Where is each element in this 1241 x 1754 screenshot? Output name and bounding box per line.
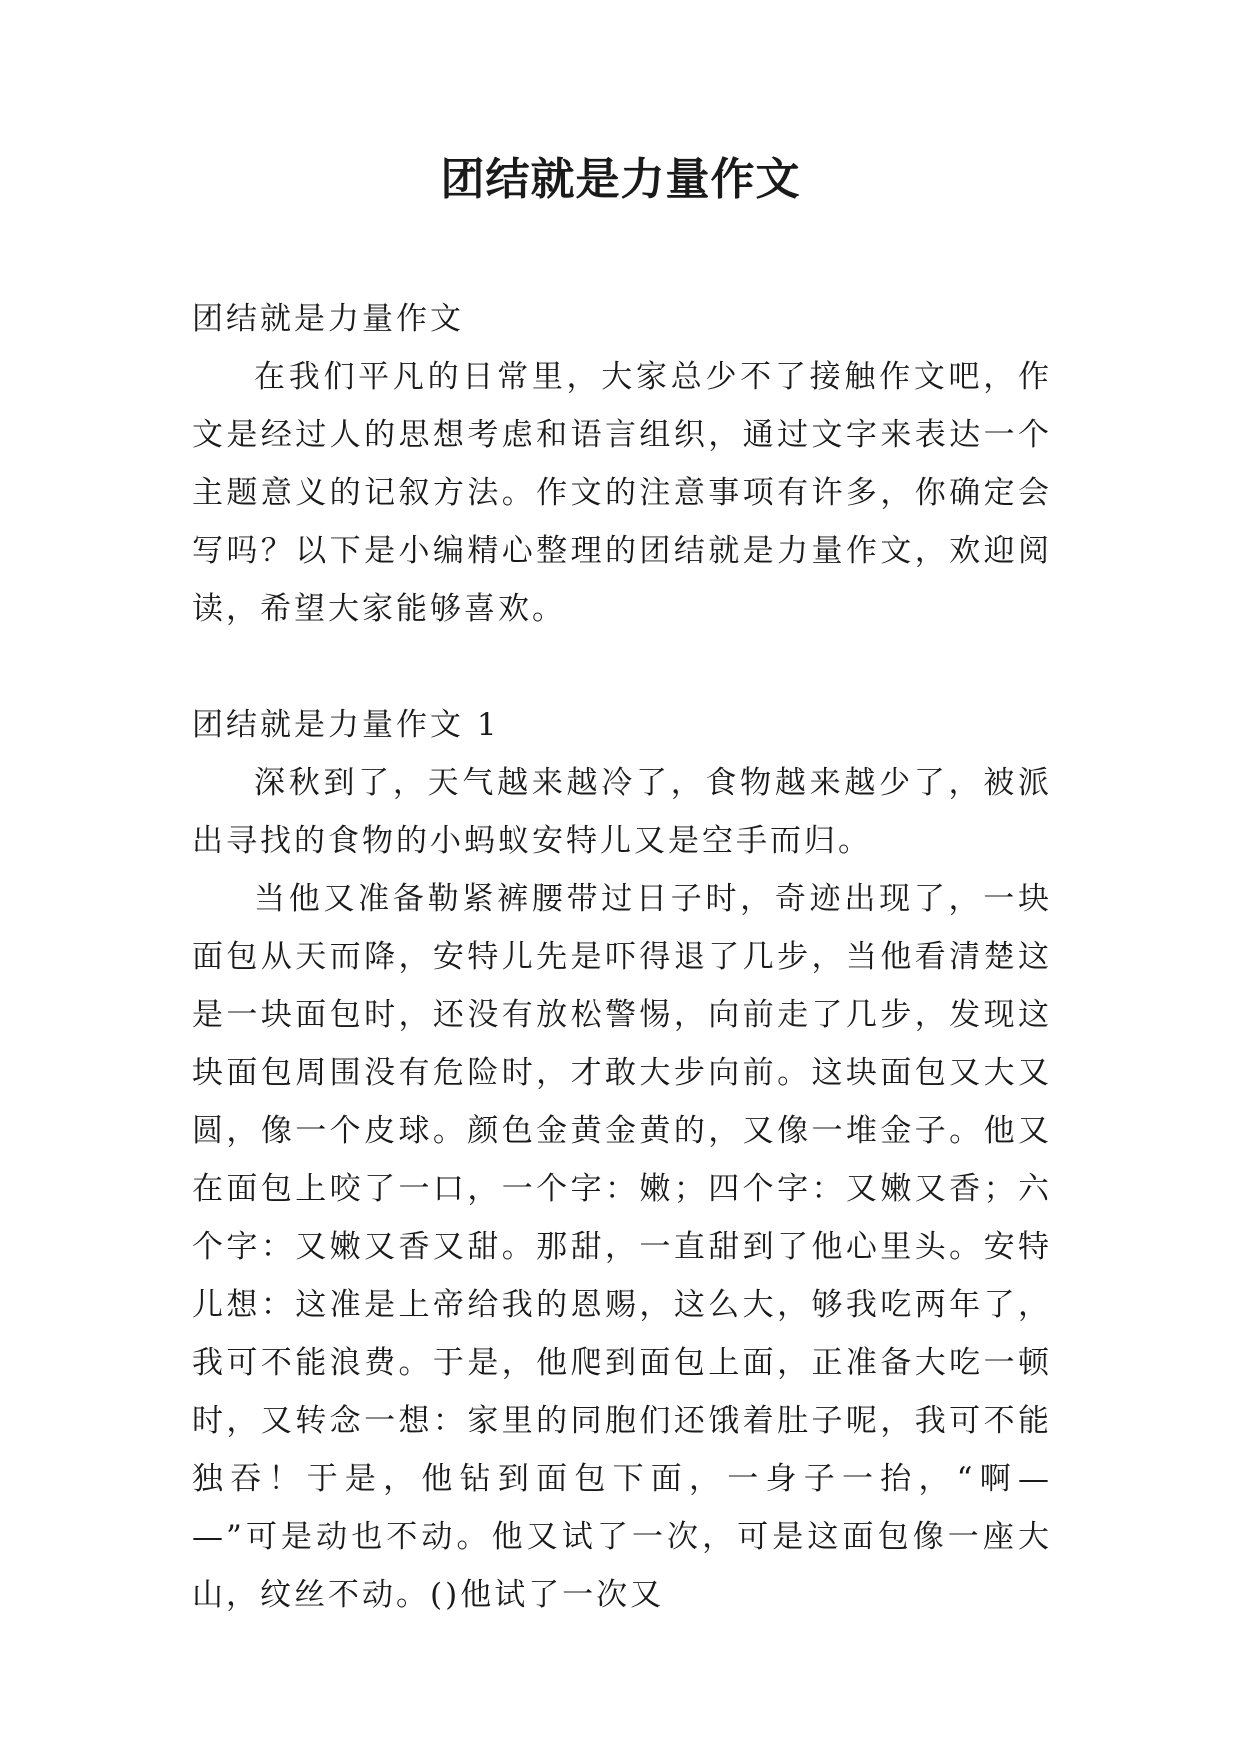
intro-heading: 团结就是力量作文 <box>192 301 464 337</box>
section1-paragraph-1: 深秋到了，天气越来越冷了，食物越来越少了，被派出寻找的食物的小蚂蚁安特儿又是空手而归。 <box>192 765 1052 859</box>
document-body <box>192 290 1052 1624</box>
section1-paragraph-2: 当他又准备勒紧裤腰带过日子时，奇迹出现了，一块面包从天而降，安特儿先是吓得退了几步，当他看清楚这是一块面包时，还没有放松警惕，向前走了几步，发现这块面包周围没有危险时，才敢大步向前。这块面包又大又圆，像一个皮球。颜色金黄金黄的，又像一堆金子。他又在面包上咬了一口，一个字：嫩；四个字：又嫩又香；六个字：又嫩又香又甜。那甜，一直甜到了他心里头。安特儿想：这准是上帝给我的恩赐，这么大，够我吃两年了，我可不能浪费。于是，他爬到面包上面，正准备大吃一顿时，又转念一想：家里的同胞们还饿着肚子呢，我可不能独吞！于是，他钻到面包下面，一身子一抬，“啊— —”可是动也不动。他又试了一次，可是这面包像一座大山，纹丝不动。()他试了一次又 <box>192 881 1052 1613</box>
section-spacer <box>192 638 1052 696</box>
intro-paragraph: 在我们平凡的日常里，大家总少不了接触作文吧，作文是经过人的思想考虑和语言组织，通过文字来表达一个主题意义的记叙方法。作文的注意事项有许多，你确定会写吗？以下是小编精心整理的团结就是力量作文，欢迎阅读，希望大家能够喜欢。 <box>192 359 1052 627</box>
document-title: 团结就是力量作文 <box>440 154 801 205</box>
section1-heading: 团结就是力量作文 1 <box>192 707 500 743</box>
